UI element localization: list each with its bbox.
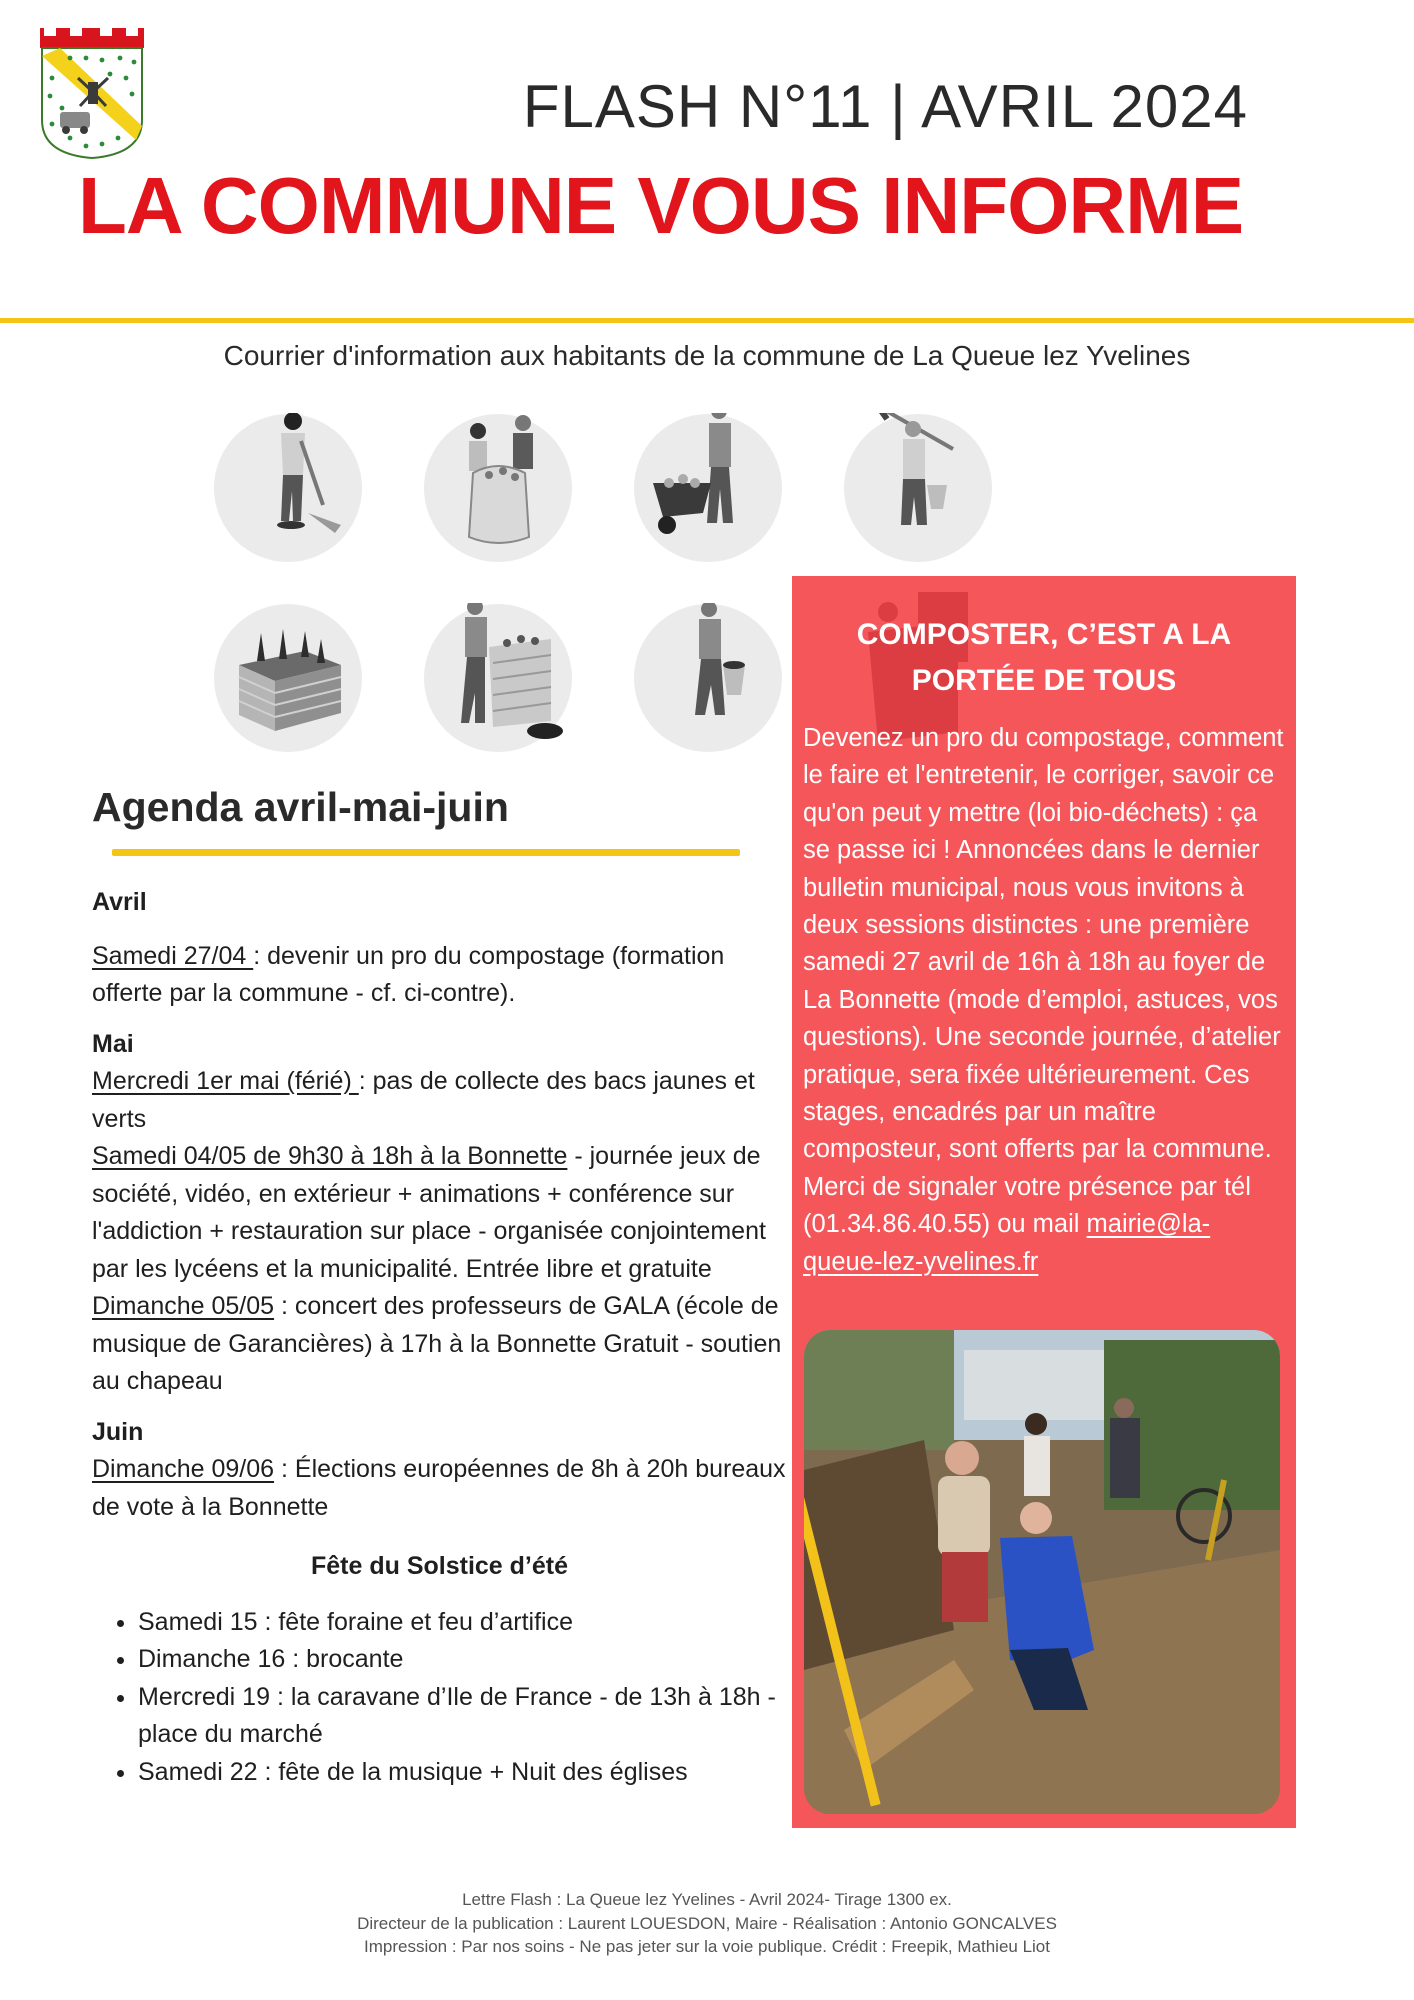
month-june: Juin xyxy=(92,1417,144,1446)
agenda-text: : pas de collecte des bacs jaunes et verts xyxy=(92,1067,755,1133)
compost-title-line2: PORTÉE DE TOUS xyxy=(911,664,1177,697)
footer xyxy=(0,1888,1414,1959)
list-item: • Dimanche 16 : brocante xyxy=(138,1641,787,1679)
person-carrying-bucket-icon xyxy=(633,603,783,753)
list-item: • Mercredi 19 : la caravane d’Ile de France - de 13h à 18h - place du marché xyxy=(138,1679,787,1754)
agenda-text: : concert des professeurs de GALA (école de musique de Garancières) à 17h à la Bonnette Gratuit - soutien au chapeau xyxy=(92,1292,782,1395)
person-filling-compost-bin-icon xyxy=(423,603,573,753)
solstice-list xyxy=(92,1604,787,1792)
compost-title xyxy=(792,612,1296,704)
compost-body-text: Devenez un pro du compostage, comment le faire et l'entretenir, le corriger, savoir ce qu'on peut y mettre (loi bio-déchets) : ça se passe ici ! Annoncées dans le dernier bulletin municipal, nous vous invitons à deux sessions distinctes : une première samedi 27 avril de 16h à 18h au foyer de La Bonnette (mode d’emploi, astuces, vos questions). Une seconde journée, d’atelier pratique, sera fixée ultérieurement. Ces stages, encadrés par un maître composteur, sont offerts par la commune. Merci de signaler votre présence par tél (01.34.86.40.55) ou mail xyxy=(803,724,1284,1239)
agenda-date: Dimanche 05/05 xyxy=(92,1292,275,1320)
coat-of-arms-logo-icon xyxy=(40,28,144,160)
agenda-text: : devenir un pro du compostage (formation offerte par la commune - cf. ci-contre). xyxy=(92,941,725,1007)
compost-bin-plants-icon xyxy=(213,603,363,753)
compost-title-line1: COMPOSTER, C’EST A LA xyxy=(856,618,1232,651)
agenda-date: Samedi 27/04 xyxy=(92,941,254,970)
agenda-content xyxy=(92,884,787,1791)
footer-line: Lettre Flash : La Queue lez Yvelines - Avril 2024- Tirage 1300 ex. xyxy=(462,1890,952,1909)
compost-info-box xyxy=(792,576,1296,1828)
list-item: • Samedi 22 : fête de la musique + Nuit des églises xyxy=(138,1754,787,1792)
page-subtitle: Courrier d'information aux habitants de la commune de La Queue lez Yvelines xyxy=(223,340,1191,371)
footer-line: Impression : Par nos soins - Ne pas jeter sur la voie publique. Crédit : Freepik, Mathieu Liot xyxy=(364,1937,1050,1956)
raking-person-icon xyxy=(213,413,363,563)
compost-workshop-photo xyxy=(804,1330,1280,1814)
agenda-text: : Élections européennes de 8h à 20h bureaux de vote à la Bonnette xyxy=(92,1455,786,1521)
footer-line: Directeur de la publication : Laurent LOUESDON, Maire - Réalisation : Antonio GONCALVES xyxy=(357,1913,1057,1933)
agenda-item-june-09 xyxy=(92,1451,787,1526)
agenda-item-may-01 xyxy=(92,1063,787,1138)
list-item: • Samedi 15 : fête foraine et feu d’artifice xyxy=(138,1604,787,1642)
month-may: Mai xyxy=(92,1029,134,1058)
agenda-item-may-05 xyxy=(92,1288,787,1401)
agenda-date: Samedi 04/05 de 9h30 à 18h à la Bonnette xyxy=(92,1142,568,1170)
two-people-compost-bag-icon xyxy=(423,413,573,563)
agenda-heading: Agenda avril-mai-juin xyxy=(92,784,509,830)
agenda-text: - journée jeux de société, vidéo, en extérieur + animations + conférence sur l'addiction + restauration sur place - organisée conjointement par les lycéens et la municipalité. Entrée libre et gratuite xyxy=(92,1142,766,1283)
agenda-item-april-27 xyxy=(92,938,787,1013)
agenda-date: Dimanche 09/06 xyxy=(92,1455,275,1483)
compost-description xyxy=(803,720,1289,1281)
hoe-bucket-person-icon xyxy=(843,413,993,563)
wheelbarrow-person-icon xyxy=(633,413,783,563)
solstice-title: Fête du Solstice d’été xyxy=(310,1552,568,1580)
agenda-item-may-04 xyxy=(92,1138,787,1288)
flash-issue-title: FLASH N°11 | AVRIL 2024 xyxy=(522,73,1248,140)
page-title: LA COMMUNE VOUS INFORME xyxy=(78,161,1244,250)
header-divider xyxy=(0,318,1414,323)
contact-email-link[interactable]: mairie@la-queue-lez-yvelines.fr xyxy=(803,1210,1211,1276)
month-april: Avril xyxy=(92,888,147,916)
agenda-date: Mercredi 1er mai (férié) xyxy=(92,1067,359,1095)
agenda-heading-underline xyxy=(112,849,740,856)
